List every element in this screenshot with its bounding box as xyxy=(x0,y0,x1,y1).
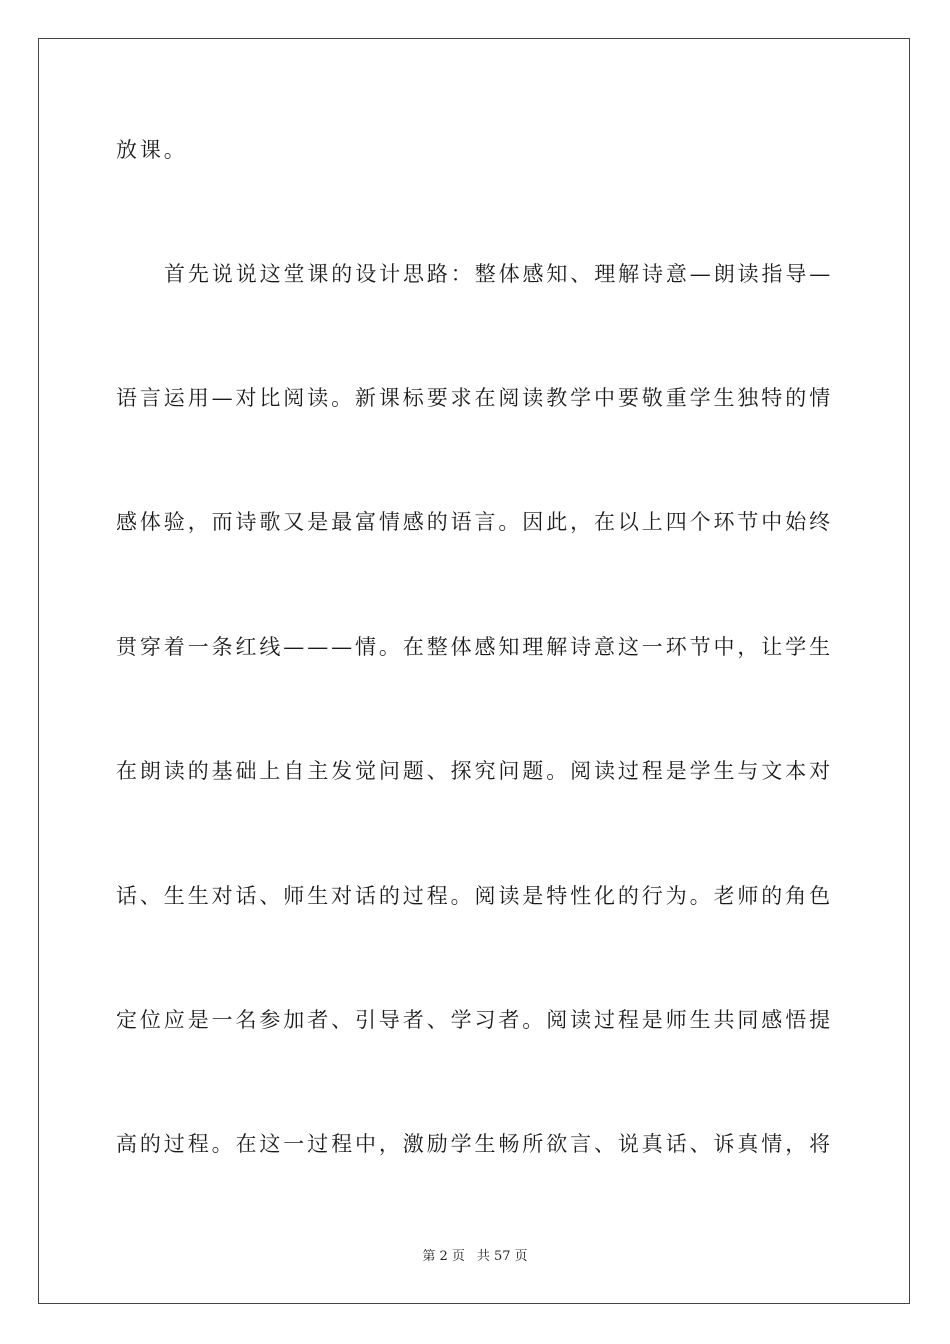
text-line: 语言运用—对比阅读。新课标要求在阅读教学中要敬重学生独特的情 xyxy=(116,386,833,410)
text-line: 感体验，而诗歌又是最富情感的语言。因此，在以上四个环节中始终 xyxy=(116,510,833,534)
page-footer xyxy=(0,1248,950,1266)
page-total: 共 57 页 xyxy=(476,1249,528,1264)
paragraph-first-line: 首先说说这堂课的设计思路：整体感知、理解诗意—朗读指导— xyxy=(164,262,834,286)
text-line: 在朗读的基础上自主发觉问题、探究问题。阅读过程是学生与文本对 xyxy=(116,759,833,783)
page-number: 第 2 页 xyxy=(422,1249,465,1264)
page-border xyxy=(38,38,910,1304)
text-line: 定位应是一名参加者、引导者、学习者。阅读过程是师生共同感悟提 xyxy=(116,1008,833,1032)
text-line: 放课。 xyxy=(116,138,188,162)
text-line: 贯穿着一条红线———情。在整体感知理解诗意这一环节中，让学生 xyxy=(116,635,833,659)
text-line: 高的过程。在这一过程中，激励学生畅所欲言、说真话、诉真情，将 xyxy=(116,1132,833,1156)
text-line: 话、生生对话、师生对话的过程。阅读是特性化的行为。老师的角色 xyxy=(116,884,833,908)
